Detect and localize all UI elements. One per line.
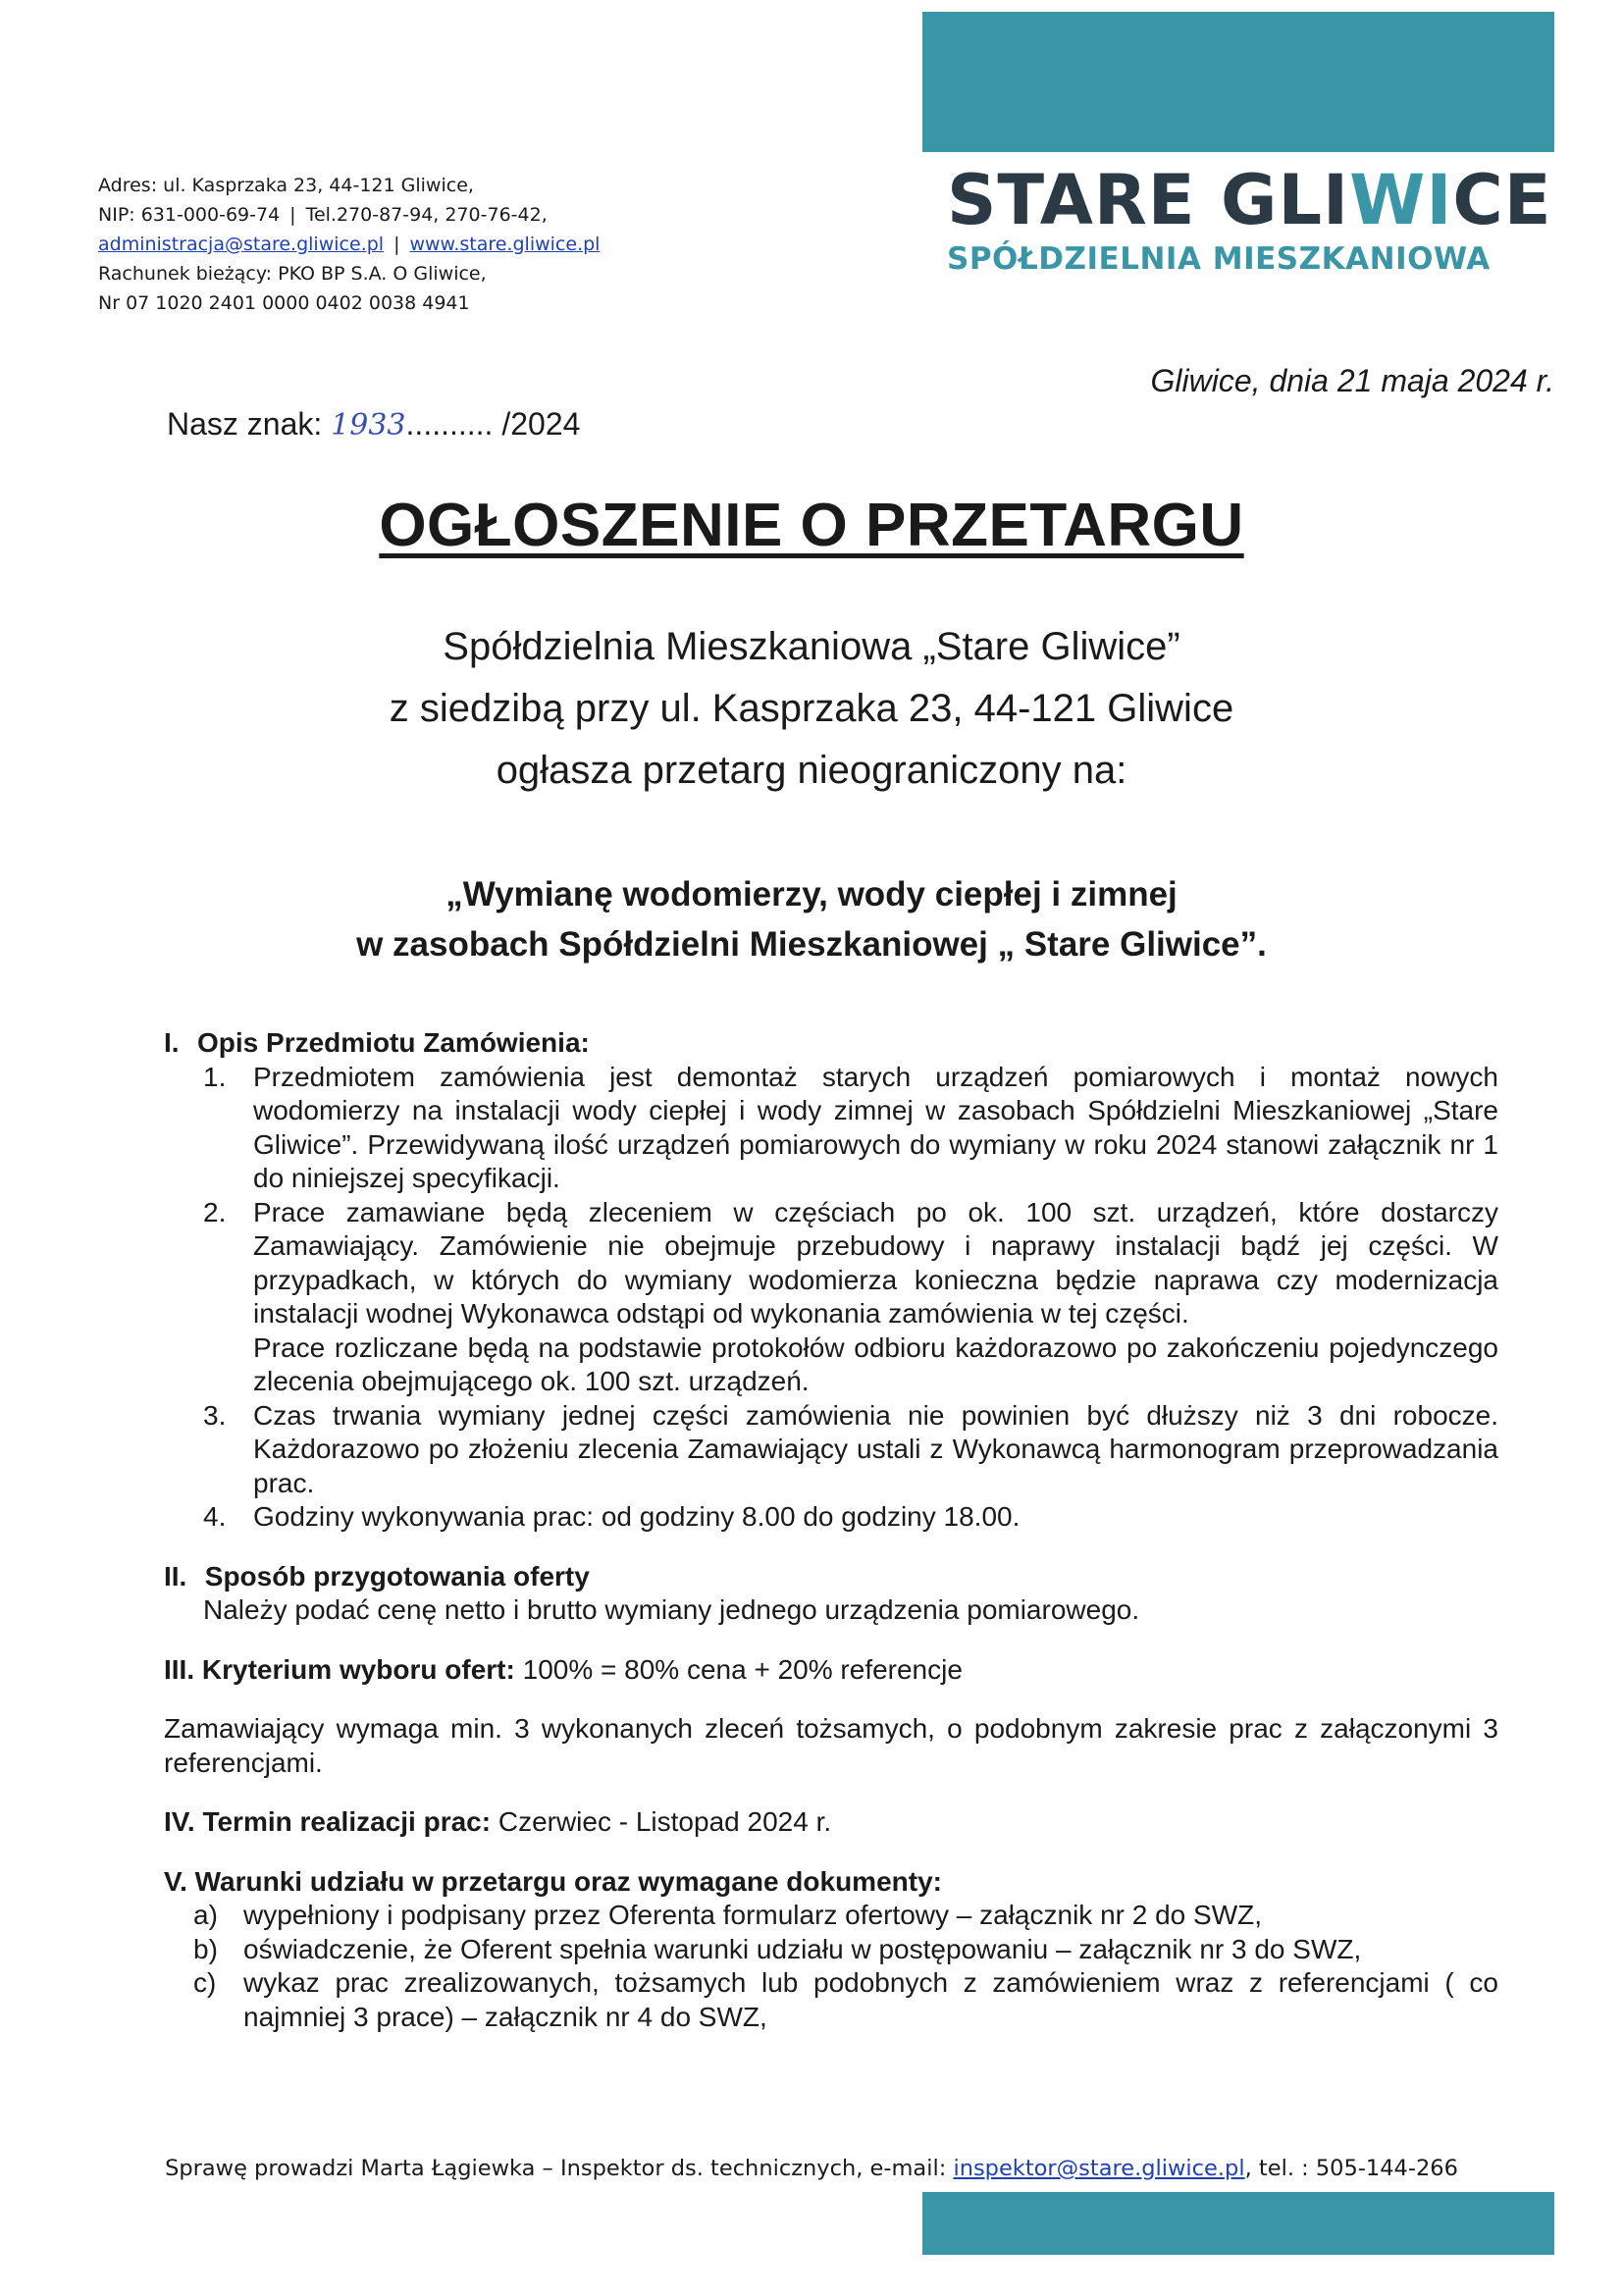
intro-block: Spółdzielnia Mieszkaniowa „Stare Gliwice” z siedzibą przy ul. Kasprzaka 23, 44-121 Gliwice ogłasza przetarg nieograniczony na: (389, 625, 1234, 792)
section-1-list (203, 1061, 1498, 1535)
list-item: b) oświadczenie, że Oferent spełnia warunki udziału w postępowaniu – załącznik nr 3 do SWZ, (193, 1933, 1362, 1964)
reference-number: Nasz znak: 1933.......... /2024 (167, 406, 581, 443)
list-item: 4. Godziny wykonywania prac: od godziny 8.00 do godziny 18.00. (203, 1501, 1021, 1532)
section-2-heading: II. Sposób przygotowania oferty (164, 1560, 590, 1592)
email-link[interactable]: administracja@stare.gliwice.pl (98, 234, 385, 255)
company-logo (947, 160, 1552, 279)
header-teal-block (922, 12, 1554, 152)
section-3-note: Zamawiający wymaga min. 3 wykonanych zleceń tożsamych, o podobnym zakresie prac z załączonymi 3 referencjami. (164, 1713, 1498, 1778)
section-3-heading: III. Kryterium wyboru ofert: (164, 1653, 515, 1685)
list-item: a) wypełniony i podpisany przez Oferenta formularz ofertowy – załącznik nr 2 do SWZ, (193, 1900, 1263, 1930)
address-line: Adres: ul. Kasprzaka 23, 44-121 Gliwice, (98, 175, 474, 196)
section-3: III. Kryterium wyboru ofert: 100% = 80% cena + 20% referencje (164, 1653, 963, 1685)
tender-subject: „Wymianę wodomierzy, wody ciepłej i zimnej w zasobach Spółdzielni Mieszkaniowej „ Stare Gliwice”. (356, 875, 1267, 964)
list-item: 2. Prace zamawiane będą zleceniem w częściach po ok. 100 szt. urządzeń, które dostarczy Zamawiający. Zamówienie nie obejmuje przebudowy i naprawy instalacji bądź jej części. W przypadkach, w których do wymiany wodomierza konieczna będzie naprawa czy modernizacja instalacji wodnej Wykonawca odstąpi od wykonania zamówienia w tej części. Prace rozliczane będą na podstawie protokołów odbioru każdorazowo po zakończeniu pojedynczego zlecenia obejmującego ok. 100 szt. urządzeń. (203, 1196, 1498, 1396)
logo-main-text: STARE GLIWICE (947, 160, 1552, 240)
section-4-heading: IV. Termin realizacji prac: (164, 1806, 492, 1837)
website-link[interactable]: www.stare.gliwice.pl (409, 234, 601, 255)
separator: | (393, 234, 400, 255)
footer-email-link[interactable]: inspektor@stare.gliwice.pl (953, 2156, 1245, 2181)
footer-teal-block (922, 2192, 1554, 2255)
section-1-heading: I. Opis Przedmiotu Zamówienia: (164, 1027, 590, 1058)
footer-contact: Sprawę prowadzi Marta Łągiewka – Inspektor ds. technicznych, e-mail: inspektor@stare.gliwice.pl, tel. : 505-144-266 (165, 2156, 1458, 2181)
section-5-list (193, 1899, 1498, 2034)
nip-tel-line (98, 200, 600, 230)
separator: | (289, 204, 296, 226)
list-item: c) wykaz prac zrealizowanych, tożsamych lub podobnych z zamówieniem wraz z referencjami ( co najmniej 3 prace) – załącznik nr 4 do SWZ, (193, 1967, 1498, 2032)
nip: NIP: 631-000-69-74 (98, 204, 281, 226)
document-date: Gliwice, dnia 21 maja 2024 r. (1150, 363, 1554, 398)
list-item: 3. Czas trwania wymiany jednej części zamówienia nie powinien być dłuższy niż 3 dni robocze. Każdorazowo po złożeniu zlecenia Zamawiający ustali z Wykonawcą harmonogram przeprowadzania prac. (203, 1399, 1498, 1498)
document-body (164, 1026, 1498, 2034)
contact-line (98, 230, 600, 259)
account-number: Nr 07 1020 2401 0000 0402 0038 4941 (98, 292, 470, 314)
list-item: 1. Przedmiotem zamówienia jest demontaż starych urządzeń pomiarowych i montaż nowych wodomierzy na instalacji wody ciepłej i wody zimnej w zasobach Spółdzielni Mieszkaniowej „Stare Gliwice”. Przewidywaną ilość urządzeń pomiarowych do wymiany w roku 2024 stanowi załącznik nr 1 do niniejszej specyfikacji. (203, 1061, 1498, 1193)
section-2-text: Należy podać cenę netto i brutto wymiany jednego urządzenia pomiarowego. (203, 1594, 1140, 1625)
logo-subtitle: SPÓŁDZIELNIA MIESZKANIOWA (947, 241, 1491, 277)
document-title: OGŁOSZENIE O PRZETARGU (379, 492, 1244, 559)
address-block (98, 171, 600, 318)
bank-line: Rachunek bieżący: PKO BP S.A. O Gliwice, (98, 263, 487, 285)
section-5-heading: V. Warunki udziału w przetargu oraz wymagane dokumenty: (164, 1865, 942, 1897)
handwritten-number: 1933 (331, 408, 406, 443)
phone: Tel.270-87-94, 270-76-42, (305, 204, 548, 226)
section-4: IV. Termin realizacji prac: Czerwiec - Listopad 2024 r. (164, 1806, 832, 1837)
